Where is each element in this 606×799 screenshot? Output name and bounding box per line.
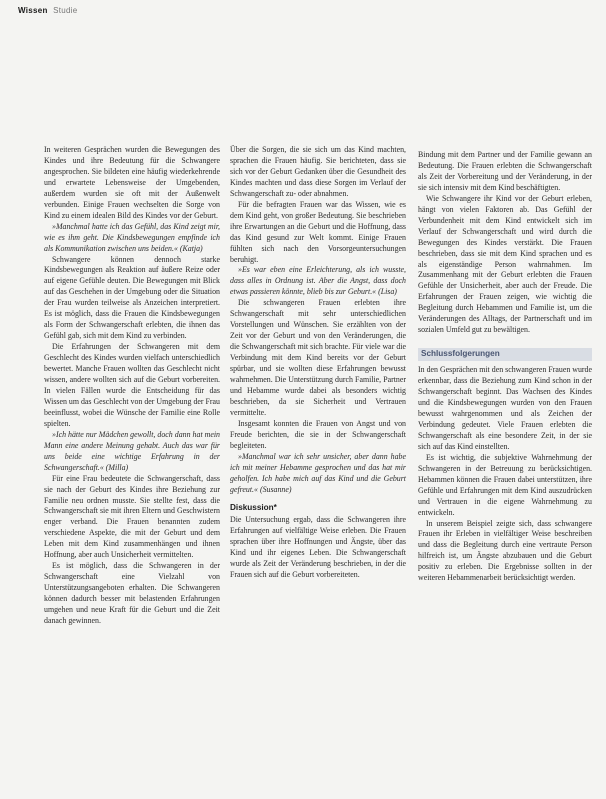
body-paragraph: Wie Schwangere ihr Kind vor der Geburt erleben, hängt von vielen Faktoren ab. Das Gefühl der Verbundenheit mit dem Kind entwickelt sich im Verlauf der Schwangerschaft und wird durch die Bewegungen des Kindes verstärkt. Die Frauen beschrieben, dass sie mit dem Kind sprachen und es als eigenständige Person wahrnahmen. Im Zusammenhang mit der Geburt erlebten die Frauen Gefühle der Unsicherheit, aber auch der Freude. Die Erfahrungen der Frauen zeigen, wie wichtig die Begleitung durch Hebammen und Familie ist, um die Veränderungen des Alltags, der Partnerschaft und im sozialen Umfeld gut zu bewältigen. xyxy=(418,193,592,335)
section-heading: Diskussion* xyxy=(230,502,277,512)
interview-quote: »Manchmal hatte ich das Gefühl, das Kind zeigt mir, wie es ihm geht. Die Kindsbewegungen empfinde ich als Kommunikation zwischen uns beiden.« (Katja) xyxy=(44,221,220,253)
interview-quote: »Manchmal war ich sehr unsicher, aber dann habe ich mit meiner Hebamme gesprochen und das hat mir geholfen. Ich habe mich auf das Kind und die Geburt gefreut.« (Susanne) xyxy=(230,451,406,494)
header-section: Studie xyxy=(53,6,78,15)
body-paragraph: Insgesamt konnten die Frauen von Angst und von Freude berichten, die sie in der Schwangerschaft begleiteten. xyxy=(230,418,406,450)
header-brand: Wissen xyxy=(18,6,48,15)
text-column-1 xyxy=(44,145,220,627)
body-paragraph: In den Gesprächen mit den schwangeren Frauen wurde erkennbar, dass die Beziehung zum Kind schon in der Schwangerschaft beginnt. Das Wachsen des Kindes und die Kindsbewegungen wurden von den Frauen bewusst wahrgenommen und als Zeichen der Verbindung gedeutet. Viele Frauen erlebten die Schwangerschaft als eine besondere Zeit, in der sie sich auf das Kind einstellten. xyxy=(418,365,592,451)
body-paragraph: Die schwangeren Frauen erlebten ihre Schwangerschaft mit sehr unterschiedlichen Vorstellungen und Wünschen. Sie erzählten von der Zeit vor der Geburt und von den Veränderungen, die die Schwangerschaft mit sich brachte. Für viele war die Verbindung mit dem Kind bereits vor der Geburt spürbar, und sie wollten diese Erfahrungen bewusst wahrnehmen. Die Unterstützung durch Familie, Partner und Hebamme wurde dabei als besonders wichtig beschrieben, da sie Sicherheit und Vertrauen vermittelte. xyxy=(230,298,406,417)
body-paragraph: Die Erfahrungen der Schwangeren mit dem Geschlecht des Kindes wurden vielfach unterschiedlich bewertet. Manche Frauen wollten das Geschlecht nicht wissen, andere wollten sich auf die Geburt vorbereiten. In vielen Fällen wurde die Entscheidung für das Wissen um das Geschlecht von der Umgebung der Frau beeinflusst, wobei die Wünsche der Familie eine Rolle spielten. xyxy=(44,342,220,428)
body-paragraph: In unserem Beispiel zeigte sich, dass schwangere Frauen ihr Erleben in vielfältiger Weise beschreiben und dass die Begleitung durch eine vertraute Person hilfreich ist, um Ängste abzubauen und die Geburt positiv zu erleben. Die Ergebnisse sollten in der weiteren Hebammenarbeit berücksichtigt werden. xyxy=(418,518,592,583)
text-column-3 xyxy=(418,150,592,584)
section-heading: Schlussfolgerungen xyxy=(418,348,592,361)
body-paragraph: Es ist möglich, dass die Schwangeren in der Schwangerschaft eine Vielzahl von Unterstützungsangeboten erhalten. Die Schwangeren können dadurch besser mit belastenden Erfahrungen umgehen und neue Kraft für die Geburt und die Zeit danach gewinnen. xyxy=(44,561,220,625)
body-paragraph: Für eine Frau bedeutete die Schwangerschaft, dass sie nach der Geburt des Kindes ihre Beziehung zur Familie neu ordnen musste. Sie stellte fest, dass die Schwangerschaft sie mit ihren Eltern und Geschwistern enger verband. Die Frauen benannten zudem verschiedene Aspekte, die mit der Geburt und dem Leben mit dem Kind zusammenhängen und ihnen Hoffnung, aber auch Unsicherheit vermittelten. xyxy=(44,473,220,560)
body-paragraph: Die Untersuchung ergab, dass die Schwangeren ihre Erfahrungen auf vielfältige Weise erleben. Die Frauen sprachen über ihre Hoffnungen und Ängste, über das Kind und ihr eigenes Leben. Die Schwangerschaft wurde als Zeit der Veränderung beschrieben, in der die Frauen sich auf die Geburt vorbereiteten. xyxy=(230,515,406,580)
interview-quote: »Ich hätte nur Mädchen gewollt, doch dann hat mein Mann eine andere Meinung gehabt. Auch das war für uns beide eine wichtige Erfahrung in der Schwangerschaft.« (Milla) xyxy=(44,429,220,472)
body-paragraph: Schwangere können dennoch starke Kindsbewegungen als Reaktion auf äußere Reize oder auf eigene Gefühle deuten. Die Bewegungen mit Blick auf das Geschehen in der Umgebung oder die Situation der Frau wurden teilweise als Anzeichen interpretiert. Es ist möglich, dass die Frauen die Kindsbewegungen als Form der Schwangerschaft erlebten, die ihnen das Gefühl gab, sich mit dem Kind zu verbinden. xyxy=(44,254,220,341)
body-paragraph: Es ist wichtig, die subjektive Wahrnehmung der Schwangeren in der Betreuung zu berücksichtigen. Hebammen können die Frauen dabei unterstützen, ihre Gefühle und Erfahrungen mit dem Kind auszudrücken und Vertrauen in die eigene Wahrnehmung zu entwickeln. xyxy=(418,452,592,517)
text-column-2 xyxy=(230,145,406,581)
interview-quote: »Es war eben eine Erleichterung, als ich wusste, dass alles in Ordnung ist. Aber die Angst, dass doch etwas passieren könnte, blieb bis zur Geburt.« (Lisa) xyxy=(230,265,406,297)
body-paragraph: In weiteren Gesprächen wurden die Bewegungen des Kindes und ihre Bedeutung für die Schwangere angesprochen. Sie bildeten eine häufig wiederkehrende und erwartete Lebensweise der Umgebenden, außerdem wurden sie oft mit der Außenwelt verbunden. Einige Frauen wechselten die Sorge von Kind zu einem idealen Bild des Kindes vor der Geburt. xyxy=(44,145,220,220)
body-paragraph: Für die befragten Frauen war das Wissen, wie es dem Kind geht, von großer Bedeutung. Sie beschrieben ihre Erwartungen an die Geburt und die Hoffnung, dass das Kind gesund zur Welt kommt. Einige Frauen fühlten sich nach den Vorsorgeuntersuchungen beruhigt. xyxy=(230,199,406,264)
body-paragraph: Bindung mit dem Partner und der Familie gewann an Bedeutung. Die Frauen erlebten die Schwangerschaft als Zeit der Vorbereitung und der Veränderung, in der sie sich intensiv mit dem Kind beschäftigten. xyxy=(418,150,592,192)
running-header xyxy=(18,6,78,15)
body-paragraph: Über die Sorgen, die sie sich um das Kind machten, sprachen die Frauen häufig. Sie berichteten, dass sie sich vor der Geburt Gedanken über die Gesundheit des Kindes machten und dass diese Sorgen im Verlauf der Schwangerschaft zu- oder abnahmen. xyxy=(230,145,406,198)
